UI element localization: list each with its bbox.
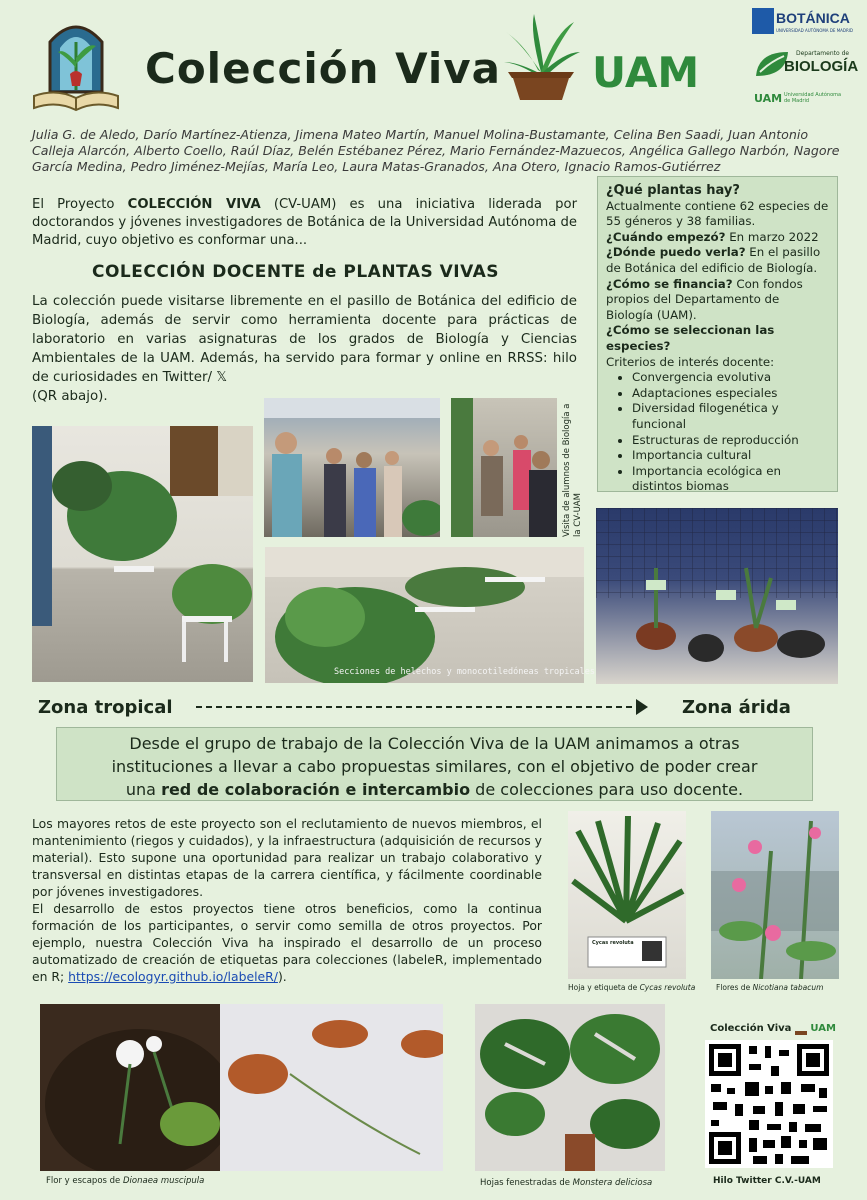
faq-question-plants: ¿Qué plantas hay? bbox=[606, 183, 740, 198]
caption-cycas: Hoja y etiqueta de Cycas revoluta bbox=[568, 983, 696, 992]
intro-paragraph: El Proyecto COLECCIÓN VIVA (CV-UAM) es una iniciativa liderada por doctorandos y jóvenes investigadores de Botánica de la Universidad Autónoma de Madrid, cuyo objetivo es conformar una... bbox=[32, 197, 577, 248]
photo-cycas bbox=[568, 811, 686, 979]
photo-nicotiana bbox=[711, 811, 839, 979]
faq-question-location: ¿Dónde puedo verla? bbox=[606, 245, 746, 260]
caption-qr: Hilo Twitter C.V.-UAM bbox=[713, 1176, 821, 1186]
qr-code[interactable] bbox=[705, 1040, 833, 1168]
zone-arid-label: Zona árida bbox=[682, 697, 791, 718]
benefits-text: El desarrollo de estos proyectos tiene otros beneficios, como la continua formación de los participantes, o servir como semilla de otros proyectos. Por ejemplo, nuestra Colección Viva ha inspirado el desarrollo de un proceso automatizado de creación de etiquetas para colecciones (labeleR, implementado en R; https://ecologyr.github.io/labeleR/). bbox=[32, 901, 542, 984]
qr-header: Colección Viva UAM bbox=[710, 1023, 836, 1034]
challenges-paragraph bbox=[32, 815, 542, 985]
photo-monstera bbox=[475, 1004, 665, 1171]
caption-dionaea: Flor y escapos de Dionaea muscipula bbox=[46, 1176, 205, 1186]
list-item: • Convergencia evolutiva bbox=[632, 370, 829, 386]
faq-answer-selection: Criterios de interés docente: bbox=[606, 354, 775, 369]
botanica-logo-sub: UNIVERSIDAD AUTÓNOMA DE MADRID bbox=[776, 28, 853, 33]
caption-nicotiana: Flores de Nicotiana tabacum bbox=[716, 983, 824, 992]
uam-logo-mark: UAM bbox=[754, 92, 783, 105]
collaboration-network: red de colaboración e intercambio bbox=[161, 780, 471, 799]
list-item: • Adaptaciones especiales bbox=[632, 386, 829, 402]
labeler-link[interactable]: https://ecologyr.github.io/labeleR/ bbox=[68, 969, 278, 984]
faq-question-selection: ¿Cómo se seleccionan las especies? bbox=[606, 323, 775, 353]
botanica-logo bbox=[752, 8, 852, 42]
section-subtitle: COLECCIÓN DOCENTE de PLANTAS VIVAS bbox=[92, 262, 500, 282]
photo-students-group bbox=[451, 398, 557, 537]
zone-tropical-label: Zona tropical bbox=[38, 697, 173, 718]
collection-description: La colección puede visitarse libremente en el pasillo de Botánica del edificio de Biología, además de servir como herramienta docente para prácticas de laboratorio en varias asignaturas de los grados de Biología y Ciencias Ambientales de la UAM. Además, ha servido para formar y online en RRSS: hilo de curiosidades en Twitter/ 𝕏 (QR abajo). bbox=[32, 294, 577, 404]
photo-arid-zone bbox=[596, 508, 838, 684]
list-item: • Estructuras de reproducción bbox=[632, 433, 829, 449]
photo-students-visit bbox=[264, 398, 440, 537]
botanica-logo-icon bbox=[752, 8, 774, 34]
caption-ferns: Secciones de helechos y monocotiledóneas tropicales bbox=[334, 667, 595, 677]
faq-answer-plants: Actualmente contiene 62 especies de 55 géneros y 38 familias. bbox=[606, 198, 829, 229]
faq-question-funding: ¿Cómo se financia? bbox=[606, 276, 733, 291]
faq-answer-start: En marzo 2022 bbox=[725, 229, 819, 244]
zone-divider bbox=[196, 706, 642, 710]
banner-line: Desde el grupo de trabajo de la Colección Viva de la UAM animamos a otras bbox=[129, 734, 740, 753]
biologia-logo-top: Departamento de bbox=[796, 50, 850, 57]
authors-list: Julia G. de Aledo, Darío Martínez-Atienza, Jimena Mateo Martín, Manuel Molina-Bustamante, Celina Ben Saadi, Juan Antonio Calleja Alarcón, Alberto Coello, Raúl Díaz, Belén Estébanez Pérez, Mario Fernández-Mazuecos, Angélica Gallego Narbón, Nagore García Medina, Pedro Jiménez-Mejías, María Leo, Laura Matas-Granados, Ana Otero, Ignacio Ramos-Gutiérrez bbox=[32, 127, 840, 174]
photo-corridor bbox=[32, 426, 253, 682]
uam-title: UAM bbox=[592, 48, 700, 97]
faq-answer-funding: Con fondos propios del Departamento de Biología (UAM). bbox=[606, 276, 803, 322]
arrow-right-icon bbox=[636, 699, 648, 715]
caption-monstera: Hojas fenestradas de Monstera deliciosa bbox=[480, 1178, 653, 1188]
uam-logo-text: Universidad Autónoma de Madrid bbox=[784, 92, 842, 104]
faq-answer-location: En el pasillo de Botánica del edificio de Biología. bbox=[606, 245, 821, 275]
stained-glass-logo-icon bbox=[30, 12, 122, 112]
botanica-logo-text: BOTÁNICA bbox=[776, 10, 850, 26]
faq-question-start: ¿Cuándo empezó? bbox=[606, 229, 726, 244]
project-name: COLECCIÓN VIVA bbox=[127, 197, 261, 212]
list-item: • Diversidad filogenética y funcional bbox=[632, 401, 829, 432]
photo-ferns-section bbox=[265, 547, 584, 683]
cycas-label: Cycas revoluta bbox=[592, 940, 634, 946]
small-plant-logo-icon bbox=[795, 1021, 807, 1035]
page-title: Colección Viva bbox=[145, 44, 502, 93]
uam-university-logo bbox=[754, 90, 854, 110]
banner-line: instituciones a llevar a cabo propuestas similares, con el objetivo de poder crear bbox=[111, 757, 758, 776]
photo-dionaea bbox=[40, 1004, 443, 1171]
potted-plant-logo-icon bbox=[500, 12, 582, 102]
biologia-logo-main: BIOLOGÍA bbox=[784, 58, 859, 75]
biologia-logo bbox=[754, 48, 859, 84]
challenges-text: Los mayores retos de este proyecto son el reclutamiento de nuevos miembros, el mantenimiento (riegos y cuidados), y la infraestructura (adquisición de recursos y material). Esto supone una oportunidad para realizar un trabajo colaborativo y transversal en distintas etapas de la carrera científica, y fácilmente coordinable por jóvenes investigadores. bbox=[32, 816, 542, 899]
criteria-list bbox=[606, 370, 829, 495]
caption-visit: Visita de alumnos de Biología a la CV-UAM bbox=[562, 403, 583, 537]
list-item: • Importancia ecológica en distintos biomas bbox=[632, 464, 829, 495]
list-item: • Importancia cultural bbox=[632, 448, 829, 464]
faq-box bbox=[597, 176, 838, 492]
call-to-action-banner: Desde el grupo de trabajo de la Colección Viva de la UAM animamos a otras instituciones a llevar a cabo propuestas similares, con el objetivo de poder crear una red de colaboración e intercambio de colecciones para uso docente. bbox=[56, 727, 813, 801]
